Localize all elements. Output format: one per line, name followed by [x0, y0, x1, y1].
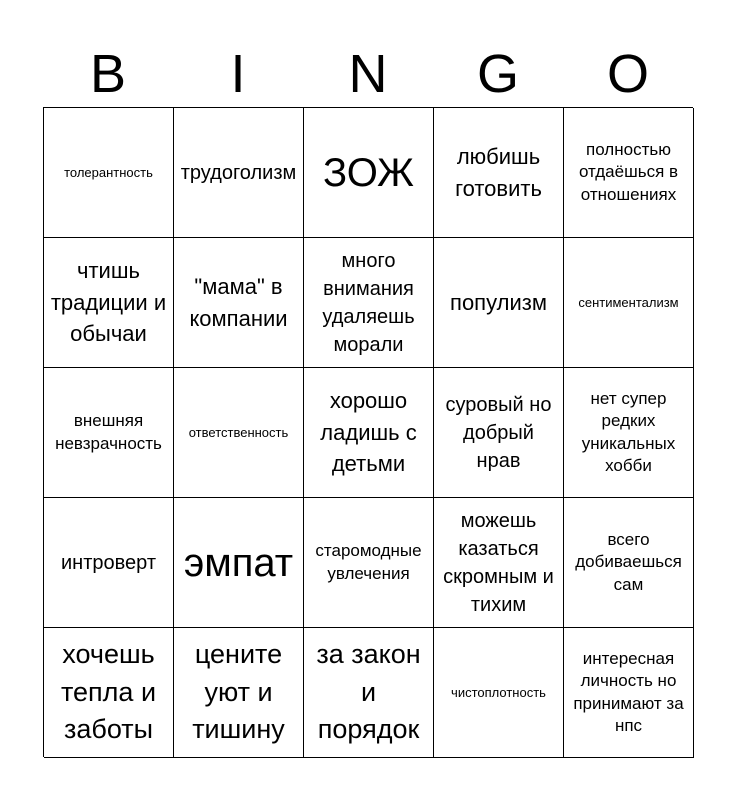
bingo-cell[interactable]: толерантность [44, 108, 174, 238]
bingo-cell[interactable]: интересная личность но принимают за нпс [564, 628, 694, 758]
bingo-cell[interactable]: сентиментализм [564, 238, 694, 368]
bingo-cell[interactable]: много внимания удаляешь морали [304, 238, 434, 368]
bingo-header [43, 40, 693, 108]
header-letter-o: O [606, 44, 649, 104]
bingo-cell[interactable]: ЗОЖ [304, 108, 434, 238]
bingo-cell[interactable]: суровый но добрый нрав [434, 368, 564, 498]
header-letter-g: G [476, 44, 519, 104]
header-letter-i: I [230, 44, 246, 104]
bingo-cell[interactable]: можешь казаться скромным и тихим [434, 498, 564, 628]
bingo-board [43, 107, 693, 757]
header-letter-n: N [348, 44, 388, 104]
bingo-cell[interactable]: популизм [434, 238, 564, 368]
bingo-cell[interactable]: цените уют и тишину [174, 628, 304, 758]
bingo-cell[interactable]: старомодные увлечения [304, 498, 434, 628]
bingo-cell[interactable]: за закон и порядок [304, 628, 434, 758]
bingo-cell[interactable]: внешняя невзрачность [44, 368, 174, 498]
bingo-cell[interactable]: "мама" в компании [174, 238, 304, 368]
bingo-cell[interactable]: всего добиваешься сам [564, 498, 694, 628]
bingo-cell[interactable]: любишь готовить [434, 108, 564, 238]
bingo-cell[interactable]: полностью отдаёшься в отношениях [564, 108, 694, 238]
bingo-cell[interactable]: трудоголизм [174, 108, 304, 238]
bingo-cell[interactable]: интроверт [44, 498, 174, 628]
bingo-cell[interactable]: эмпат [174, 498, 304, 628]
bingo-cell[interactable]: чистоплотность [434, 628, 564, 758]
bingo-cell[interactable]: ответственность [174, 368, 304, 498]
bingo-cell[interactable]: чтишь традиции и обычаи [44, 238, 174, 368]
bingo-cell[interactable]: нет супер редких уникальных хобби [564, 368, 694, 498]
bingo-cell[interactable]: хорошо ладишь с детьми [304, 368, 434, 498]
header-letter-b: B [89, 44, 127, 104]
bingo-cell[interactable]: хочешь тепла и заботы [44, 628, 174, 758]
